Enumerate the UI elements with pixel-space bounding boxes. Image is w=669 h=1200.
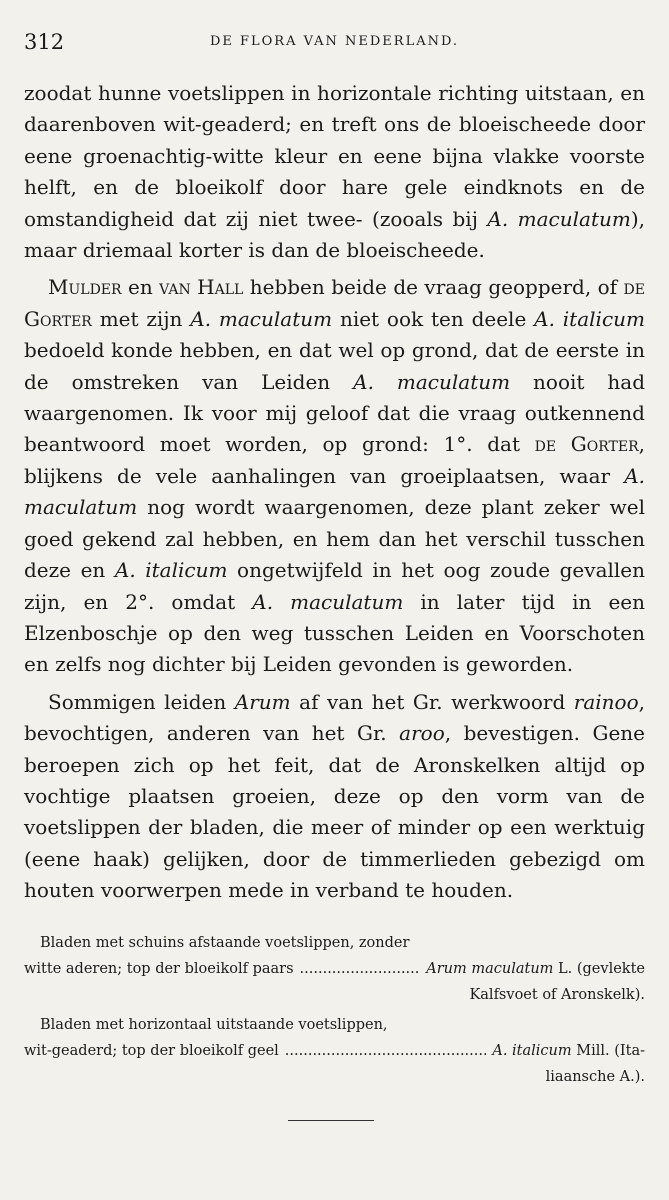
author-name: de Gorter: [534, 432, 639, 457]
key-description: witte aderen; top der bloeikolf paars: [24, 961, 294, 977]
leader-dots: [300, 956, 421, 982]
species-author: L. (gevlekte: [553, 961, 645, 977]
species-name: A. maculatum: [353, 369, 511, 394]
key-line: [24, 1038, 645, 1064]
species-name: A. maculatum: [24, 463, 645, 520]
species-name: A. maculatum: [252, 589, 404, 614]
paragraph-1: [24, 78, 645, 266]
section-rule: [288, 1120, 374, 1121]
page-header: [24, 30, 645, 58]
text-run: , blijkens de vele aanhalingen van groeiplaatsen, waar: [24, 432, 645, 488]
greek-word: aroo: [399, 721, 445, 746]
key-description: Bladen met horizontaal uitstaande voetslippen,: [40, 1017, 388, 1033]
text-run: niet ook ten deele: [332, 306, 535, 331]
species-name: A. italicum: [492, 1043, 572, 1059]
species-author: Mill. (Ita-: [571, 1043, 645, 1059]
key-entry-italicum: [24, 1012, 645, 1090]
leader-dots: [285, 1038, 487, 1064]
text-run: nooit had waargenomen. Ik voor mij geloof dat die vraag outkennend beantwoord moet worden, op grond: 1°. dat: [24, 369, 645, 457]
paragraph-2: [24, 272, 645, 680]
key-species: [426, 956, 645, 982]
key-entry-maculatum: [24, 930, 645, 1008]
text-run: ongetwijfeld in het oog zoude gevallen zijn, en 2°. omdat: [24, 558, 646, 614]
author-name: de Gorter: [24, 275, 645, 331]
text-run: hebben beide de vraag geopperd, of: [243, 275, 624, 300]
species-name: Arum maculatum: [426, 961, 554, 977]
author-name: van Hall: [159, 275, 244, 300]
key-description: wit-geaderd; top der bloeikolf geel: [24, 1043, 279, 1059]
running-title: DE FLORA VAN NEDERLAND.: [209, 34, 460, 49]
key-description: Bladen met schuins afstaande voetslippen, zonder: [40, 935, 410, 951]
species-name: A. italicum: [114, 558, 228, 583]
paragraph-3: [24, 687, 645, 907]
genus-name: Arum: [234, 689, 291, 714]
text-run: zoodat hunne voetslippen in horizontale richting uitstaan, en daarenboven wit-geaderd; en treft ons de bloeischeede door eene groenachtig-witte kleur en eene bijna vlakke voorste helft, en de bloeikolf door hare gele eindknots en de omstandigheid dat zij niet twee- (zooals bij: [24, 81, 645, 231]
text-run: met zijn: [91, 306, 191, 331]
page-number: 312: [24, 30, 65, 54]
species-name: A. maculatum: [190, 306, 333, 331]
body-text: [24, 78, 645, 907]
text-run: in later tijd in een Elzenboschje op den weg tusschen Leiden en Voorschoten en zelfs nog dichter bij Leiden gevonden is geworden.: [24, 589, 645, 677]
text-run: af van het Gr. werkwoord: [290, 689, 574, 714]
text-run: bedoeld konde hebben, en dat wel op grond, dat de eerste in de omstreken van Leiden: [24, 338, 645, 394]
key-species: [492, 1038, 645, 1064]
common-name: Kalfsvoet of Aronskelk).: [469, 987, 645, 1003]
text-run: , bevochtigen, anderen van het Gr.: [24, 689, 645, 746]
text-run: en: [121, 275, 160, 300]
author-name: Mulder: [48, 275, 122, 300]
identification-key: [24, 930, 645, 1094]
key-line: [24, 956, 645, 982]
greek-word: rainoo: [573, 689, 639, 714]
text-run: , bevestigen. Gene beroepen zich op het feit, dat de Aronskelken altijd op vochtige plaatsen groeien, deze op den vorm van de voetslippen der bladen, die meer of minder op een werktuig (eene haak) gelijken, door de timmerlieden gebezigd om houten voorwerpen mede in verband te houden.: [24, 721, 645, 903]
text-run: Sommigen leiden: [48, 689, 235, 714]
species-name: A. italicum: [534, 306, 645, 331]
text-run: nog wordt waargenomen, deze plant zeker wel goed gekend zal hebben, en hem dan het verschil tusschen deze en: [24, 495, 645, 583]
common-name: liaansche A.).: [545, 1069, 645, 1085]
text-run: ), maar driemaal korter is dan de bloeischeede.: [24, 206, 645, 263]
species-name: A. maculatum: [487, 206, 631, 231]
